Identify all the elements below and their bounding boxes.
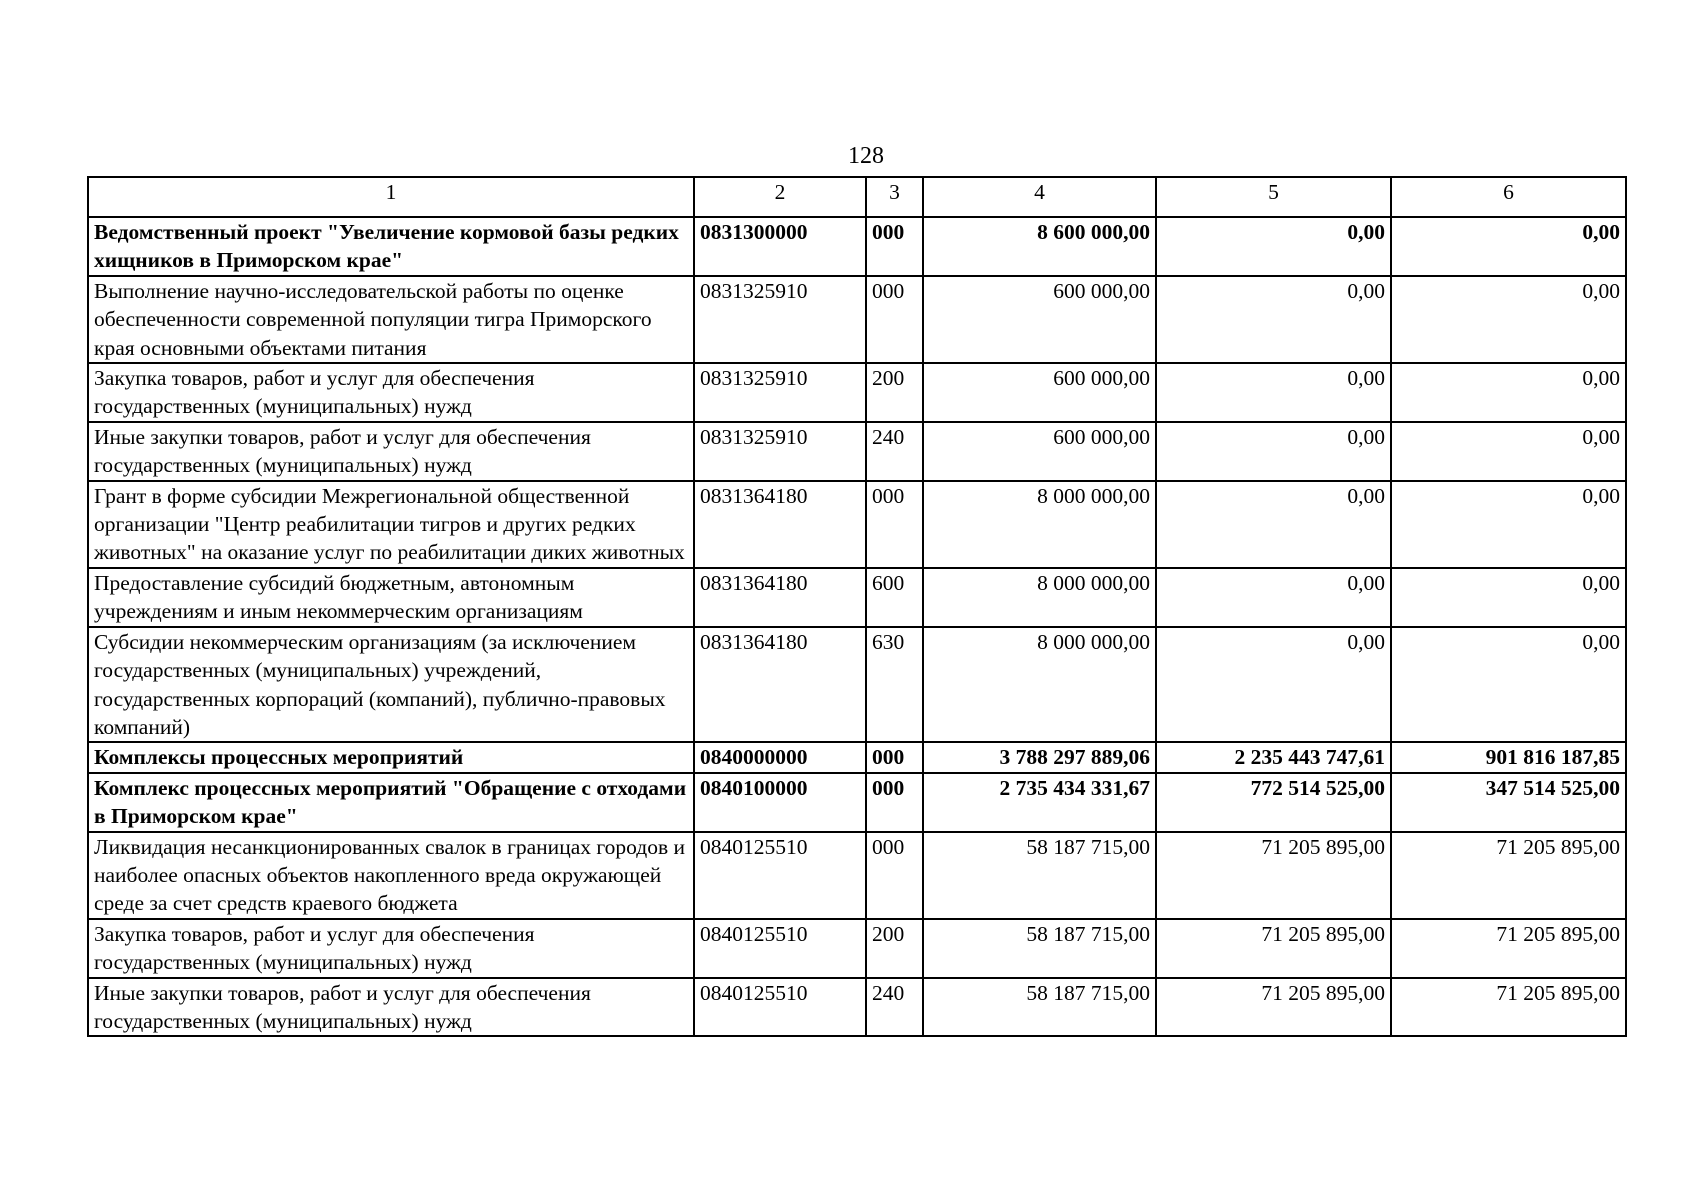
row-value-3-cell: 0,00: [1391, 276, 1626, 363]
row-value-1-cell: 600 000,00: [923, 422, 1156, 481]
row-type-cell: 000: [866, 773, 923, 832]
row-type-cell: 200: [866, 919, 923, 978]
column-header: 5: [1156, 177, 1391, 217]
table-row: [88, 422, 1626, 481]
row-code-cell: 0840125510: [694, 832, 866, 919]
budget-table: [87, 176, 1627, 1037]
table-row: [88, 978, 1626, 1037]
row-value-3-cell: 347 514 525,00: [1391, 773, 1626, 832]
row-value-1-cell: 8 000 000,00: [923, 627, 1156, 743]
row-name-cell: Комплексы процессных мероприятий: [88, 742, 694, 772]
row-name-cell: Грант в форме субсидии Межрегиональной общественной организации "Центр реабилитации тигров и других редких животных" на оказание услуг по реабилитации диких животных: [88, 481, 694, 568]
table-row: [88, 919, 1626, 978]
row-name-cell: Выполнение научно-исследовательской работы по оценке обеспеченности современной популяции тигра Приморского края основными объектами питания: [88, 276, 694, 363]
row-code-cell: 0831364180: [694, 568, 866, 627]
row-value-2-cell: 0,00: [1156, 422, 1391, 481]
row-name-cell: Закупка товаров, работ и услуг для обеспечения государственных (муниципальных) нужд: [88, 363, 694, 422]
row-value-2-cell: 0,00: [1156, 568, 1391, 627]
row-value-2-cell: 71 205 895,00: [1156, 978, 1391, 1037]
row-value-1-cell: 58 187 715,00: [923, 978, 1156, 1037]
column-header: 6: [1391, 177, 1626, 217]
row-value-2-cell: 0,00: [1156, 627, 1391, 743]
row-value-2-cell: 2 235 443 747,61: [1156, 742, 1391, 772]
row-value-3-cell: 0,00: [1391, 363, 1626, 422]
row-type-cell: 630: [866, 627, 923, 743]
row-value-1-cell: 8 600 000,00: [923, 217, 1156, 276]
row-value-1-cell: 8 000 000,00: [923, 481, 1156, 568]
row-code-cell: 0840125510: [694, 978, 866, 1037]
row-type-cell: 000: [866, 832, 923, 919]
row-value-1-cell: 8 000 000,00: [923, 568, 1156, 627]
row-name-cell: Закупка товаров, работ и услуг для обеспечения государственных (муниципальных) нужд: [88, 919, 694, 978]
row-value-3-cell: 0,00: [1391, 481, 1626, 568]
column-header: 2: [694, 177, 866, 217]
row-type-cell: 200: [866, 363, 923, 422]
row-name-cell: Ликвидация несанкционированных свалок в границах городов и наиболее опасных объектов накопленного вреда окружающей среде за счет средств краевого бюджета: [88, 832, 694, 919]
row-value-1-cell: 600 000,00: [923, 276, 1156, 363]
row-type-cell: 600: [866, 568, 923, 627]
row-type-cell: 240: [866, 978, 923, 1037]
row-name-cell: Иные закупки товаров, работ и услуг для обеспечения государственных (муниципальных) нужд: [88, 422, 694, 481]
row-value-2-cell: 0,00: [1156, 363, 1391, 422]
column-header: 4: [923, 177, 1156, 217]
row-code-cell: 0831325910: [694, 363, 866, 422]
row-value-2-cell: 71 205 895,00: [1156, 832, 1391, 919]
table-row: [88, 568, 1626, 627]
row-type-cell: 000: [866, 276, 923, 363]
row-value-2-cell: 772 514 525,00: [1156, 773, 1391, 832]
row-type-cell: 240: [866, 422, 923, 481]
row-code-cell: 0831325910: [694, 276, 866, 363]
row-value-3-cell: 0,00: [1391, 217, 1626, 276]
header-row: [88, 177, 1626, 217]
row-value-3-cell: 71 205 895,00: [1391, 978, 1626, 1037]
table-row: [88, 742, 1626, 772]
row-value-3-cell: 0,00: [1391, 568, 1626, 627]
table-row: [88, 627, 1626, 743]
row-type-cell: 000: [866, 742, 923, 772]
row-code-cell: 0840100000: [694, 773, 866, 832]
row-code-cell: 0831364180: [694, 481, 866, 568]
row-value-1-cell: 600 000,00: [923, 363, 1156, 422]
row-value-1-cell: 58 187 715,00: [923, 832, 1156, 919]
row-code-cell: 0840000000: [694, 742, 866, 772]
table-row: [88, 773, 1626, 832]
row-code-cell: 0831364180: [694, 627, 866, 743]
column-header: 3: [866, 177, 923, 217]
row-value-3-cell: 71 205 895,00: [1391, 919, 1626, 978]
row-type-cell: 000: [866, 217, 923, 276]
row-value-2-cell: 0,00: [1156, 276, 1391, 363]
row-value-2-cell: 0,00: [1156, 481, 1391, 568]
table-row: [88, 276, 1626, 363]
row-value-1-cell: 3 788 297 889,06: [923, 742, 1156, 772]
row-name-cell: Иные закупки товаров, работ и услуг для обеспечения государственных (муниципальных) нужд: [88, 978, 694, 1037]
row-value-3-cell: 0,00: [1391, 627, 1626, 743]
row-value-2-cell: 71 205 895,00: [1156, 919, 1391, 978]
row-name-cell: Предоставление субсидий бюджетным, автономным учреждениям и иным некоммерческим организациям: [88, 568, 694, 627]
table-row: [88, 363, 1626, 422]
row-name-cell: Субсидии некоммерческим организациям (за исключением государственных (муниципальных) учреждений, государственных корпораций (компаний), публично-правовых компаний): [88, 627, 694, 743]
row-type-cell: 000: [866, 481, 923, 568]
row-value-3-cell: 901 816 187,85: [1391, 742, 1626, 772]
row-name-cell: Комплекс процессных мероприятий "Обращение с отходами в Приморском крае": [88, 773, 694, 832]
table-row: [88, 481, 1626, 568]
row-value-2-cell: 0,00: [1156, 217, 1391, 276]
row-value-3-cell: 71 205 895,00: [1391, 832, 1626, 919]
page-number: 128: [848, 143, 884, 169]
row-value-3-cell: 0,00: [1391, 422, 1626, 481]
row-code-cell: 0831325910: [694, 422, 866, 481]
table-row: [88, 217, 1626, 276]
row-value-1-cell: 2 735 434 331,67: [923, 773, 1156, 832]
row-name-cell: Ведомственный проект "Увеличение кормовой базы редких хищников в Приморском крае": [88, 217, 694, 276]
column-header: 1: [88, 177, 694, 217]
table-row: [88, 832, 1626, 919]
row-value-1-cell: 58 187 715,00: [923, 919, 1156, 978]
row-code-cell: 0840125510: [694, 919, 866, 978]
row-code-cell: 0831300000: [694, 217, 866, 276]
